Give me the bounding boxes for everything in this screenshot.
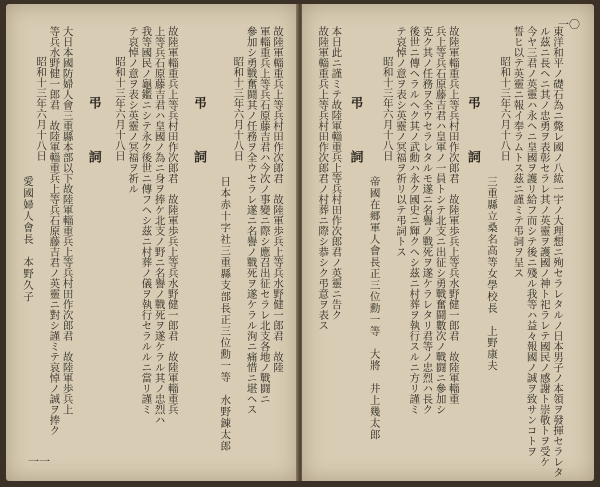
right-page (302, 4, 594, 481)
page-number-left: 一一 (28, 455, 50, 468)
text-column: 等兵水野健一郎君 故陸軍輜重兵上等兵石原藤吉君ノ英靈ニ對シ謹ミテ哀悼ノ誠ヲ捧ク (48, 26, 61, 436)
text-column: テ哀悼ノ意ヲ表シ英靈ノ冥福ヲ祈リ以テ弔詞トス (394, 26, 407, 257)
text-column: ル茲ニ長ヘニ其ノ忠勇ヲ表彰セラレ其ノ英靈ヲ護國ノ神ト祀ラレテ國民ノ感謝ト崇敬トヲ受ケ (538, 26, 551, 467)
section-heading: 弔 詞 (85, 96, 101, 177)
text-column: 克ク其ノ任務ヲ全ウセラレタルモ遂ニ名譽ノ戰死ヲ遂ケラレタリ君等ノ忠烈ハ長ク (421, 26, 434, 415)
left-page (6, 4, 298, 481)
text-column: 今ヤ三君ノ英靈ハ永ヘニ皇國ヲ護リ給フ而シテ後ニ殘ル我等ハ益々報國ノ誠ヲ致サンコトヲ (525, 26, 538, 457)
page-number-right: 一〇 (558, 18, 580, 31)
date-line: 昭和十三年六月十八日 (499, 56, 512, 161)
text-column: テ哀悼ノ意ヲ表シ英靈ノ冥福ヲ祈ル (127, 26, 140, 194)
text-column: 上等兵石原藤吉君ハ皇國ノ為ニ身ヲ捧ケ北支ノ野ニ名譽ノ戰死ヲ遂ケラル其ノ忠烈ハ (153, 26, 166, 425)
text-column: 我等國民ノ龜鑑ニシテ永ク後世ニ傳フヘシ茲ニ村葬ノ儀ヲ執行セラルルニ當リ謹ミ (140, 26, 153, 415)
signature-line: 愛國婦人會長 本野久子 (21, 176, 34, 303)
text-column: 參加シ勇戰奮鬪其ノ任務ヲ全ウセラレ遂ニ名譽ノ戰死ヲ遂ケラル洵ニ痛惜ニ堪ヘス (245, 26, 258, 415)
text-column: 東洋和平ノ礎石為ニ斃レ國ノ八紘一宇ノ大理想ニ殉セラレタルノ日本男子ノ本領ヲ發揮セラレタ (552, 26, 564, 478)
signature-line: 帝國在郷軍人會長正三位勳一等 大將 井上幾太郎 (368, 176, 381, 441)
signature-line: 日本赤十字社三重縣支部長正三位勳一等 水野錬太郎 (219, 176, 232, 452)
text-column: 本日此ニ謹ミテ故陸軍輜重兵上等兵村田作次郎君ノ英靈ニ告ク (330, 26, 343, 320)
column-gap (100, 26, 113, 455)
text-column: 軍輜重兵上等兵石原藤吉君ハ今次ノ事變ニ際シ應召出征セラレ北支各地ノ戰闘ニ (258, 26, 271, 404)
date-line: 昭和十三年六月十八日 (113, 56, 126, 161)
section-heading: 弔 詞 (190, 96, 206, 177)
section-heading: 弔 詞 (464, 96, 480, 177)
column-gap (74, 26, 87, 455)
column-gap (179, 26, 192, 455)
signature-line: 三重縣立桑名高等女學校長 上野康夫 (485, 176, 498, 372)
left-page-text (20, 26, 284, 455)
book-spread (6, 4, 594, 481)
text-column: 大日本國防婦人會三重縣本部以下故陸軍輜重兵上等兵村田作次郎君 故陸軍歩兵上 (61, 26, 74, 415)
text-column: 故陸軍輜重兵上等兵村田作次郎君 故陸軍歩兵上等兵水野健一郎君 故陸 (272, 26, 284, 373)
text-column: 後世ニ傳ヘラルヘク其ノ武勳ハ永ク國史ニ輝クヘシ茲ニ村葬ヲ執行スルニ方リ謹ミ (408, 26, 421, 415)
text-column: 誓ヒ以テ英靈ニ報イ奉ラムトス茲ニ謹ミテ弔詞ヲ呈ス (512, 26, 525, 278)
text-column: 故陸軍輜重兵上等兵村田作次郎君 故陸軍歩兵上等兵水野健一郎君 故陸軍輜重 (447, 26, 460, 404)
text-column: 兵上等兵石原藤吉君ハ皇軍ノ一員トシテ北支ニ出征シ勇戰奮鬪數次ノ戰闘ニ參加シ (434, 26, 447, 415)
text-column: 故陸軍輜重兵上等兵村田作次郎君 故陸軍歩兵上等兵水野健一郎君 故陸軍輜重兵 (166, 26, 179, 415)
date-line: 昭和十三年六月十八日 (35, 56, 48, 161)
date-line: 昭和十三年六月十八日 (232, 56, 245, 161)
text-column: 故陸軍輜重兵上等兵村田作次郎君ノ村葬ニ際シ恭シク弔意ヲ表ス (317, 26, 330, 331)
right-page-text (316, 26, 564, 478)
column-gap (205, 26, 218, 455)
section-heading: 弔 詞 (347, 96, 363, 177)
date-line: 昭和十三年六月十八日 (381, 56, 394, 161)
